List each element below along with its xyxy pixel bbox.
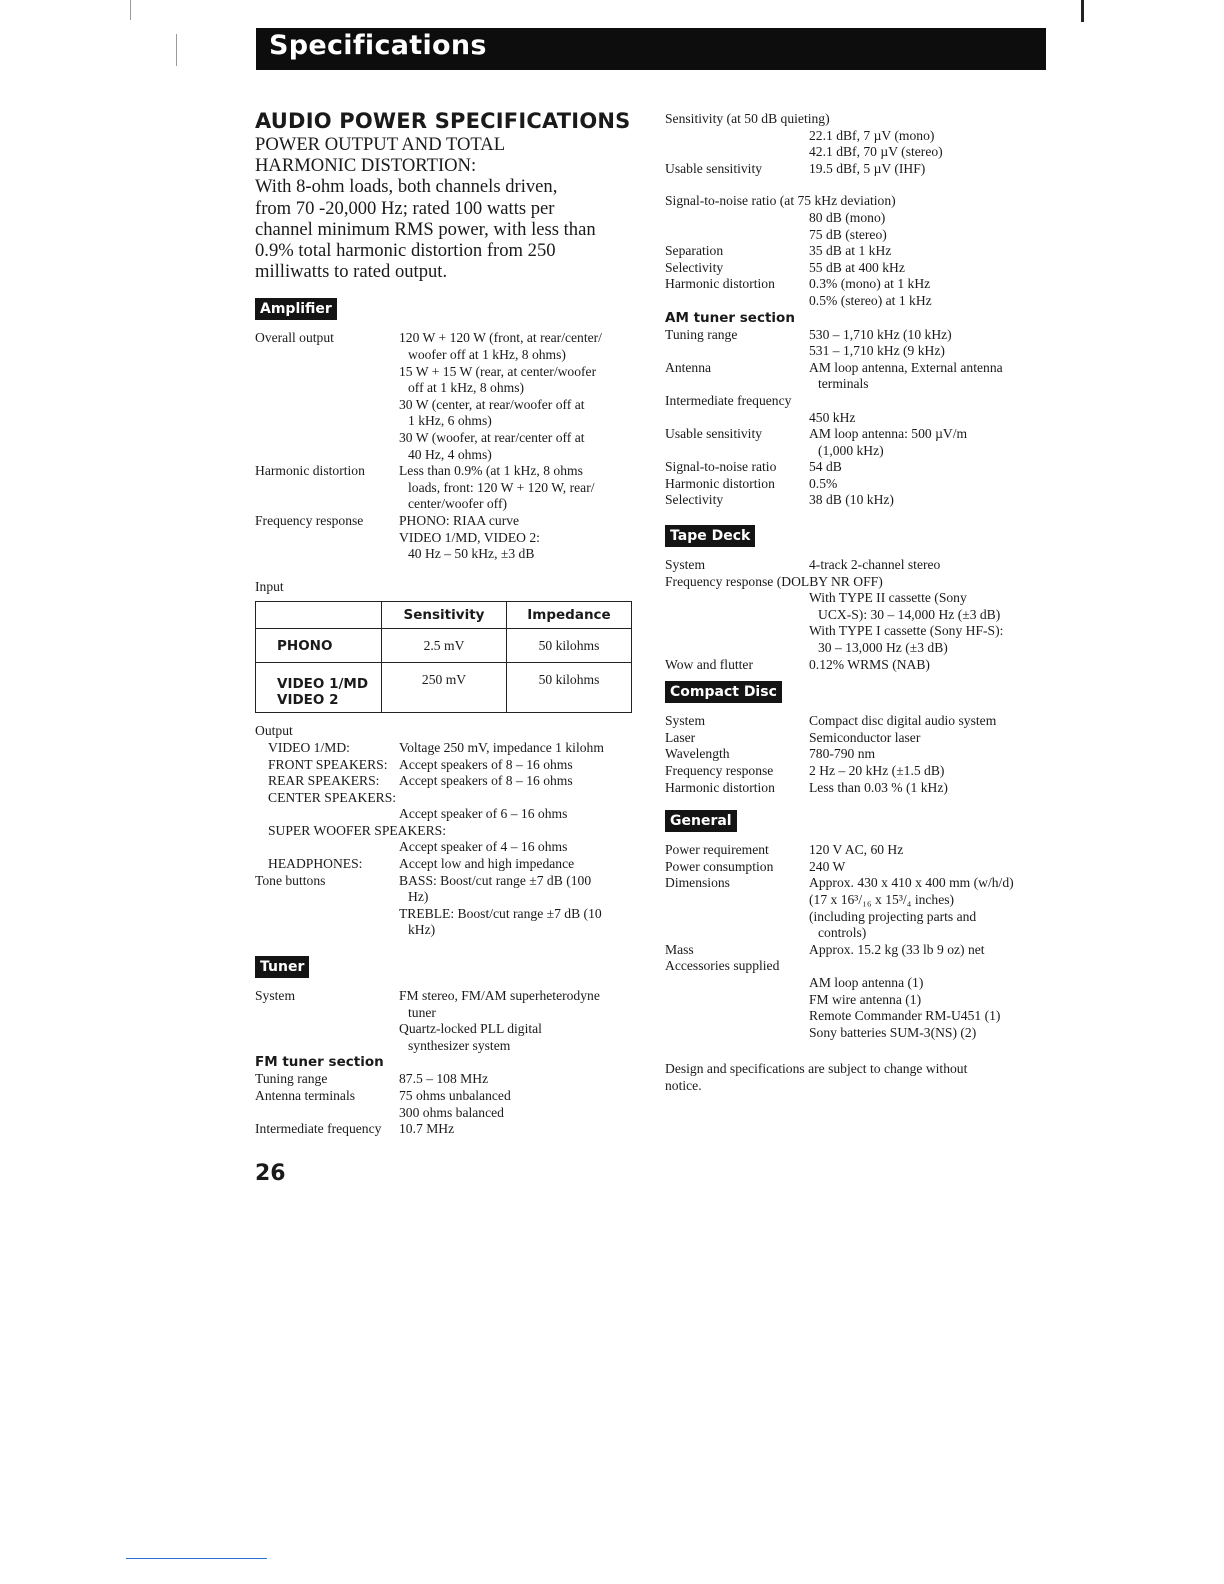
audio-line: With 8-ohm loads, both channels driven, — [255, 176, 558, 198]
fm-sensitivity-value: 42.1 dBf, 70 µV (stereo) — [809, 144, 943, 160]
spec-value — [809, 327, 1050, 360]
spec-am-usable — [665, 426, 1050, 459]
value-line: Less than 0.9% (at 1 kHz, 8 ohms — [399, 463, 583, 479]
cell-impedance: 50 kilohms — [507, 629, 632, 663]
audio-line: milliwatts to rated output. — [255, 261, 448, 283]
fm-sensitivity-value: 22.1 dBf, 7 µV (mono) — [809, 127, 935, 143]
audio-line: channel minimum RMS power, with less than — [255, 218, 596, 240]
value-line: 15 W + 15 W (rear, at center/woofer — [399, 363, 597, 379]
value-line: Approx. 430 x 410 x 400 mm (w/h/d) — [809, 875, 1014, 891]
value-line: 120 W + 120 W (front, at rear/center/ — [399, 330, 602, 346]
input-label: Input — [255, 578, 284, 594]
center-speakers-value: Accept speaker of 6 – 16 ohms — [399, 806, 568, 822]
spec-power-requirement — [665, 842, 1050, 859]
fm-snr-value: 75 dB (stereo) — [809, 226, 887, 242]
spec-label: Laser — [665, 729, 696, 745]
accessory-item: Remote Commander RM-U451 (1) — [809, 1008, 1001, 1024]
output-line — [255, 773, 635, 790]
table-row — [256, 629, 632, 663]
accessory-item: FM wire antenna (1) — [809, 991, 922, 1007]
spec-value: 4-track 2-channel stereo — [809, 557, 941, 573]
tape-freq-label: Frequency response (DOLBY NR OFF) — [665, 573, 883, 589]
spec-am-antenna — [665, 360, 1050, 393]
spec-fm-antenna — [255, 1088, 635, 1121]
footnote-line: Design and specifications are subject to change without — [665, 1061, 968, 1077]
table-header: Impedance — [507, 602, 632, 629]
table-corner-cell — [256, 602, 382, 629]
value-line: woofer off at 1 kHz, 8 ohms) — [408, 347, 566, 363]
am-if-label: Intermediate frequency — [665, 392, 792, 408]
value-line: 30 W (woofer, at rear/center off at — [399, 429, 585, 445]
value-line: tuner — [408, 1004, 436, 1020]
spec-value: 2 Hz – 20 kHz (±1.5 dB) — [809, 763, 945, 778]
spec-label: Power requirement — [665, 842, 769, 858]
fm-tuner-heading: FM tuner section — [255, 1054, 384, 1071]
spec-value — [399, 873, 635, 939]
spec-value: 54 dB — [809, 459, 842, 475]
row-name-line: PHONO — [277, 637, 333, 654]
spec-label: Mass — [665, 941, 694, 957]
spec-value: 120 V AC, 60 Hz — [809, 842, 904, 858]
value-line: AM loop antenna, External antenna — [809, 359, 1003, 375]
value-line: 530 – 1,710 kHz (10 kHz) — [809, 326, 952, 342]
tape-freq-value: UCX-S): 30 – 14,000 Hz (±3 dB) — [818, 606, 1001, 622]
left-column — [255, 108, 635, 1138]
input-table — [255, 601, 632, 713]
spec-am-snr — [665, 459, 1050, 476]
spec-label: Antenna terminals — [255, 1088, 356, 1104]
spec-label: Selectivity — [665, 259, 724, 275]
spec-value — [809, 875, 1050, 941]
audio-line: from 70 -20,000 Hz; rated 100 watts per — [255, 197, 555, 219]
spec-label: Frequency response — [665, 763, 774, 778]
value-line: synthesizer system — [408, 1037, 511, 1053]
spec-am-harmonic — [665, 476, 1050, 493]
page-title: Specifications — [269, 30, 487, 61]
spec-fm-selectivity — [665, 260, 1050, 277]
spec-value: 19.5 dBf, 5 µV (IHF) — [809, 160, 926, 176]
value-line: loads, front: 120 W + 120 W, rear/ — [408, 479, 595, 495]
spec-label: Tuning range — [665, 326, 738, 342]
scan-edge-right — [1081, 0, 1084, 22]
spec-label: Wow and flutter — [665, 656, 753, 672]
spec-value: 10.7 MHz — [399, 1121, 455, 1137]
spec-wow-flutter — [665, 657, 1050, 674]
spec-value: 35 dB at 1 kHz — [809, 243, 892, 259]
spec-value — [399, 513, 635, 563]
spec-fm-tuning-range — [255, 1071, 635, 1088]
row-name — [256, 663, 382, 713]
spec-am-tuning-range — [665, 327, 1050, 360]
spec-label: System — [665, 557, 706, 573]
spec-value: Semiconductor laser — [809, 729, 921, 745]
output-label-cell: FRONT SPEAKERS: — [268, 756, 388, 772]
table-header-row — [256, 602, 632, 629]
spec-label: Signal-to-noise ratio — [665, 459, 777, 475]
amplifier-badge: Amplifier — [255, 298, 337, 320]
value-line: Hz) — [408, 889, 429, 905]
value-line: controls) — [818, 925, 867, 941]
spec-value: 38 dB (10 kHz) — [809, 492, 894, 508]
spec-value — [809, 426, 1050, 459]
compact-disc-badge: Compact Disc — [665, 681, 782, 703]
value-line: 1 kHz, 6 ohms) — [408, 413, 492, 429]
spec-label: Selectivity — [665, 492, 724, 508]
row-name — [256, 629, 382, 663]
output-value-cell: Accept low and high impedance — [399, 856, 575, 872]
spec-label: System — [665, 713, 706, 729]
output-line — [255, 856, 635, 873]
spec-cd-row — [665, 746, 1050, 763]
output-line — [255, 740, 635, 757]
scan-edge-left — [130, 0, 131, 20]
spec-value — [399, 463, 635, 513]
spec-label: Usable sensitivity — [665, 160, 763, 176]
output-label-cell: HEADPHONES: — [268, 856, 363, 872]
spec-dimensions — [665, 875, 1050, 941]
value-line: terminals — [818, 376, 869, 392]
value-line: 0.3% (mono) at 1 kHz — [809, 276, 931, 292]
value-line: 30 W (center, at rear/woofer off at — [399, 396, 585, 412]
value-line: AM loop antenna: 500 µV/m — [809, 426, 968, 442]
fm-snr-label: Signal-to-noise ratio (at 75 kHz deviation) — [665, 193, 896, 209]
spec-label: Tone buttons — [255, 872, 326, 888]
tape-freq-value: With TYPE I cassette (Sony HF-S): — [809, 623, 1004, 639]
value-line: (17 x 16³/₁₆ x 15³/₄ inches) — [809, 891, 955, 907]
spec-value: 780-790 nm — [809, 746, 876, 762]
spec-value: 240 W — [809, 858, 846, 874]
cell-sensitivity: 2.5 mV — [382, 629, 507, 663]
spec-label: Antenna — [665, 359, 712, 375]
spec-value: Compact disc digital audio system — [809, 713, 997, 729]
value-line: kHz) — [408, 922, 436, 938]
spec-harmonic-distortion — [255, 463, 635, 513]
output-label: Output — [255, 723, 293, 739]
output-value-cell: Voltage 250 mV, impedance 1 kilohm — [399, 739, 604, 755]
scan-artifact-line — [126, 1558, 267, 1559]
spec-label: Dimensions — [665, 875, 730, 891]
spec-tuner-system — [255, 988, 635, 1054]
spec-tone-buttons — [255, 873, 635, 939]
spec-label: Separation — [665, 243, 724, 259]
value-line: 75 ohms unbalanced — [399, 1088, 511, 1104]
cell-sensitivity: 250 mV — [382, 663, 507, 713]
spec-label: Power consumption — [665, 858, 774, 874]
am-tuner-heading: AM tuner section — [665, 309, 795, 326]
footnote — [665, 1061, 1050, 1094]
value-line: 40 Hz, 4 ohms) — [408, 446, 492, 462]
general-badge: General — [665, 810, 737, 832]
value-line: (1,000 kHz) — [818, 442, 884, 458]
spec-value — [809, 360, 1050, 393]
spec-label: System — [255, 988, 296, 1004]
value-line: 300 ohms balanced — [399, 1104, 504, 1120]
value-line: 0.5% (stereo) at 1 kHz — [809, 292, 932, 308]
output-line — [255, 757, 635, 774]
right-column — [665, 111, 1050, 1095]
page-number: 26 — [255, 1161, 286, 1186]
tape-freq-value: 30 – 13,000 Hz (±3 dB) — [818, 640, 948, 656]
table-header: Sensitivity — [382, 602, 507, 629]
audio-line: POWER OUTPUT AND TOTAL — [255, 134, 506, 155]
value-line: PHONO: RIAA curve — [399, 512, 520, 528]
spec-value: Approx. 15.2 kg (33 lb 9 oz) net — [809, 941, 985, 957]
output-value-cell: Accept speakers of 8 – 16 ohms — [399, 756, 573, 772]
spec-value: 87.5 – 108 MHz — [399, 1071, 489, 1087]
row-name-line: VIDEO 2 — [277, 692, 339, 709]
spec-label: Frequency response — [255, 512, 364, 528]
spec-label: Harmonic distortion — [665, 475, 775, 491]
value-line: TREBLE: Boost/cut range ±7 dB (10 — [399, 905, 602, 921]
spec-fm-usable — [665, 161, 1050, 178]
spec-label: Wavelength — [665, 746, 730, 762]
am-if-value: 450 kHz — [809, 409, 856, 425]
accessory-item: Sony batteries SUM-3(NS) (2) — [809, 1024, 977, 1040]
spec-fm-harmonic — [665, 276, 1050, 309]
value-line: BASS: Boost/cut range ±7 dB (100 — [399, 872, 592, 888]
row-name-line: VIDEO 1/MD — [277, 676, 369, 693]
spec-cd-row — [665, 713, 1050, 730]
spec-label: Tuning range — [255, 1071, 328, 1087]
scan-mark-left — [176, 34, 177, 66]
tape-deck-badge: Tape Deck — [665, 525, 755, 547]
spec-mass — [665, 942, 1050, 959]
woofer-speakers-label: SUPER WOOFER SPEAKERS: — [268, 822, 447, 838]
spec-label: Overall output — [255, 330, 334, 346]
audio-power-text — [255, 134, 635, 282]
woofer-speakers-value: Accept speaker of 4 – 16 ohms — [399, 839, 568, 855]
spec-value: 55 dB at 400 kHz — [809, 259, 905, 275]
spec-overall-output — [255, 330, 635, 463]
audio-power-heading: AUDIO POWER SPECIFICATIONS — [255, 109, 631, 133]
spec-value — [399, 988, 635, 1054]
spec-tape-system — [665, 557, 1050, 574]
spec-fm-if — [255, 1121, 635, 1138]
value-line: (including projecting parts and — [809, 908, 977, 924]
output-label-cell: VIDEO 1/MD: — [268, 739, 350, 755]
value-line: center/woofer off) — [408, 496, 508, 512]
spec-value: 0.5% — [809, 475, 838, 491]
spec-value: 0.12% WRMS (NAB) — [809, 656, 930, 672]
spec-label: Usable sensitivity — [665, 426, 763, 442]
accessory-item: AM loop antenna (1) — [809, 974, 924, 990]
spec-power-consumption — [665, 859, 1050, 876]
output-label-cell: REAR SPEAKERS: — [268, 773, 380, 789]
spec-label: Harmonic distortion — [665, 276, 775, 292]
fm-snr-value: 80 dB (mono) — [809, 209, 886, 225]
value-line: 40 Hz – 50 kHz, ±3 dB — [408, 546, 535, 562]
value-line: FM stereo, FM/AM superheterodyne — [399, 988, 600, 1004]
spec-am-selectivity — [665, 492, 1050, 509]
spec-value — [809, 276, 1050, 309]
value-line: VIDEO 1/MD, VIDEO 2: — [399, 529, 540, 545]
spec-value — [399, 1088, 635, 1121]
value-line: off at 1 kHz, 8 ohms) — [408, 380, 525, 396]
output-value-cell: Accept speakers of 8 – 16 ohms — [399, 773, 573, 789]
audio-line: HARMONIC DISTORTION: — [255, 155, 477, 177]
tape-freq-value: With TYPE II cassette (Sony — [809, 590, 967, 606]
footnote-line: notice. — [665, 1077, 702, 1093]
spec-frequency-response — [255, 513, 635, 563]
spec-label: Intermediate frequency — [255, 1121, 382, 1137]
value-line: Quartz-locked PLL digital — [399, 1021, 542, 1037]
spec-cd-row — [665, 780, 1050, 797]
spec-fm-separation — [665, 243, 1050, 260]
fm-sensitivity-label: Sensitivity (at 50 dB quieting) — [665, 111, 830, 126]
spec-cd-row — [665, 763, 1050, 780]
center-speakers-label: CENTER SPEAKERS: — [268, 789, 397, 805]
audio-line: 0.9% total harmonic distortion from 250 — [255, 240, 556, 262]
table-row — [256, 663, 632, 713]
accessories-label: Accessories supplied — [665, 958, 780, 974]
spec-value: Less than 0.03 % (1 kHz) — [809, 779, 948, 795]
spec-value — [399, 330, 635, 463]
header-bar — [256, 28, 1046, 70]
spec-label: Harmonic distortion — [665, 779, 775, 795]
spec-cd-row — [665, 730, 1050, 747]
value-line: 531 – 1,710 kHz (9 kHz) — [809, 343, 945, 359]
cell-impedance: 50 kilohms — [507, 663, 632, 713]
spec-label: Harmonic distortion — [255, 463, 365, 479]
tuner-badge: Tuner — [255, 956, 309, 978]
